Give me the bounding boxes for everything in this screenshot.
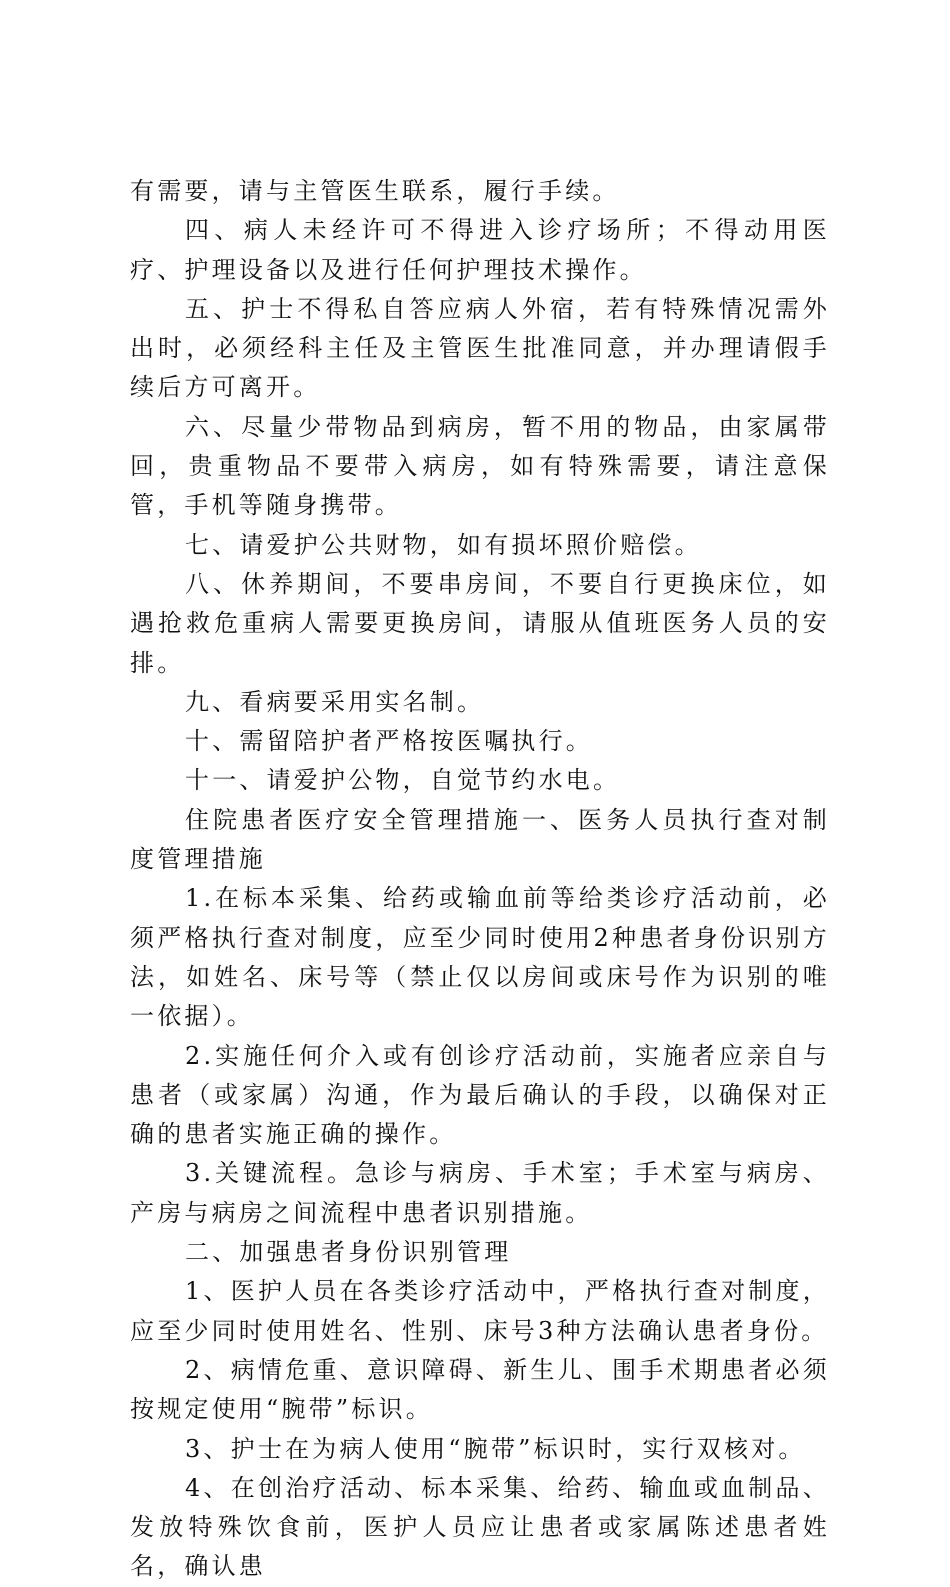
paragraph: 2.实施任何介入或有创诊疗活动前，实施者应亲自与患者（或家属）沟通，作为最后确认的手段，以确保对正确的患者实施正确的操作。 <box>130 1041 830 1149</box>
paragraph: 2、病情危重、意识障碍、新生儿、围手术期患者必须按规定使用“腕带”标识。 <box>130 1355 830 1424</box>
paragraph: 九、看病要采用实名制。 <box>185 687 485 716</box>
paragraph: 六、尽量少带物品到病房，暂不用的物品，由家属带回，贵重物品不要带入病房，如有特殊需要，请注意保管，手机等随身携带。 <box>130 412 830 520</box>
paragraph: 3、护士在为病人使用“腕带”标识时，实行双核对。 <box>185 1434 806 1463</box>
paragraph: 1.在标本采集、给药或输血前等给类诊疗活动前，必须严格执行查对制度，应至少同时使用2种患者身份识别方法，如姓名、床号等（禁止仅以房间或床号作为识别的唯一依据）。 <box>130 884 830 1031</box>
paragraph: 七、请爱护公共财物，如有损坏照价赔偿。 <box>185 530 702 559</box>
paragraph: 3.关键流程。急诊与病房、手术室；手术室与病房、产房与病房之间流程中患者识别措施。 <box>130 1159 830 1227</box>
paragraph: 1、医护人员在各类诊疗活动中，严格执行查对制度，应至少同时使用姓名、性别、床号3种方法确认患者身份。 <box>130 1277 830 1345</box>
paragraph: 四、病人未经许可不得进入诊疗场所；不得动用医疗、护理设备以及进行任何护理技术操作。 <box>130 216 830 284</box>
paragraph: 十、需留陪护者严格按医嘱执行。 <box>185 727 593 756</box>
paragraph: 4、在创治疗活动、标本采集、给药、输血或血制品、发放特殊饮食前，医护人员应让患者或家属陈述患者姓名，确认患 <box>130 1473 830 1581</box>
section-heading: 住院患者医疗安全管理措施一、医务人员执行查对制度管理措施 <box>130 805 830 874</box>
paragraph: 八、休养期间，不要串房间，不要自行更换床位，如遇抢救危重病人需要更换房间，请服从值班医务人员的安排。 <box>130 569 830 677</box>
document-body <box>130 172 830 1587</box>
paragraph: 有需要，请与主管医生联系，履行手续。 <box>130 177 620 205</box>
paragraph: 五、护士不得私自答应病人外宿，若有特殊情况需外出时，必须经科主任及主管医生批准同意，并办理请假手续后方可离开。 <box>130 294 830 402</box>
section-heading: 二、加强患者身份识别管理 <box>185 1238 512 1267</box>
paragraph: 十一、请爱护公物，自觉节约水电。 <box>185 766 621 795</box>
